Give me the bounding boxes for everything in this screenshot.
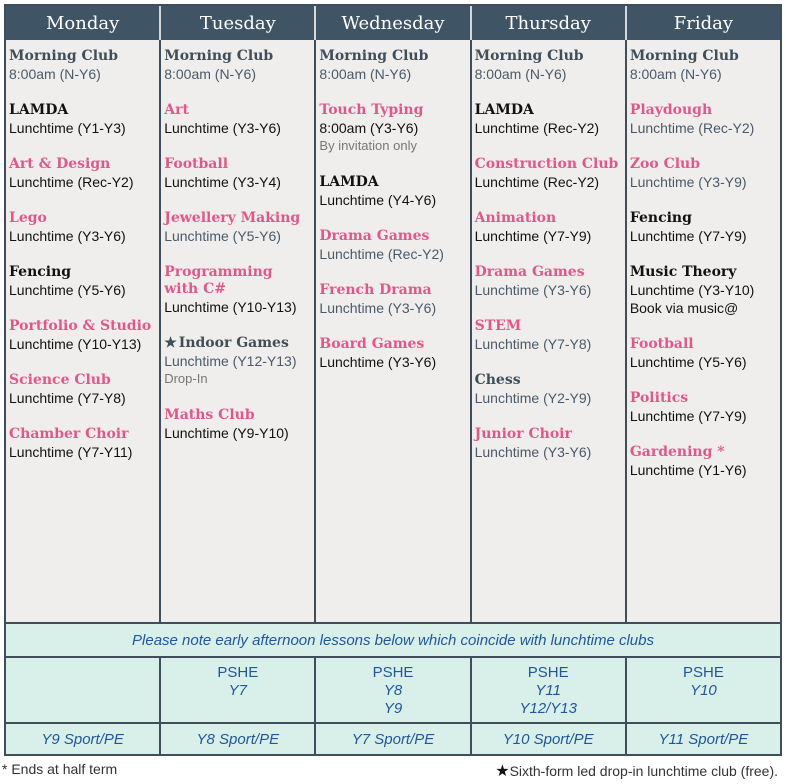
club-name-text: Morning Club bbox=[164, 48, 274, 64]
club-name-text: Maths Club bbox=[164, 407, 255, 423]
club-name bbox=[630, 390, 776, 407]
club-name-text: Playdough bbox=[629, 102, 713, 118]
club-time: 8:00am (N-Y6) bbox=[164, 66, 257, 82]
club-name bbox=[475, 372, 621, 389]
pshe-year: Y7 bbox=[228, 682, 247, 699]
club-entry bbox=[630, 444, 776, 479]
club-entry bbox=[164, 264, 310, 316]
pshe-year: Y11 bbox=[535, 682, 561, 699]
pshe-label: PSHE bbox=[682, 664, 724, 681]
club-time: Lunchtime (Y5-Y6) bbox=[9, 282, 126, 298]
club-name-text: Drama Games bbox=[319, 228, 430, 244]
day-column-friday bbox=[627, 40, 780, 622]
club-entry bbox=[475, 48, 621, 83]
club-name bbox=[630, 102, 776, 119]
club-entry bbox=[319, 102, 465, 155]
club-name bbox=[164, 102, 310, 119]
club-name bbox=[319, 336, 465, 353]
pshe-label: PSHE bbox=[372, 664, 414, 681]
day-column-tuesday bbox=[161, 40, 316, 622]
pshe-year: Y8 bbox=[383, 682, 403, 699]
club-entry bbox=[164, 335, 310, 388]
club-name bbox=[630, 156, 776, 173]
club-name bbox=[319, 228, 465, 245]
club-time: Lunchtime (Y3-Y6) bbox=[474, 444, 592, 460]
club-name-text: Music Theory bbox=[629, 264, 737, 280]
pshe-cell bbox=[627, 658, 780, 722]
pshe-year: Y12/Y13 bbox=[519, 700, 577, 717]
club-time: Lunchtime (Rec-Y2) bbox=[319, 246, 444, 262]
club-name-text: Football bbox=[164, 156, 229, 172]
day-header-thursday: Thursday bbox=[472, 6, 627, 40]
club-time: Lunchtime (Y7-Y9) bbox=[629, 228, 747, 244]
club-time: Lunchtime (Y7-Y8) bbox=[474, 336, 592, 352]
club-name-text: LAMDA bbox=[9, 102, 69, 118]
club-name bbox=[9, 318, 155, 335]
pshe-cell bbox=[316, 658, 471, 722]
club-name-text: Art bbox=[164, 102, 189, 118]
star-icon: ★ bbox=[495, 763, 510, 780]
club-note: Drop-In bbox=[164, 371, 208, 386]
club-time: Lunchtime (Y1-Y3) bbox=[9, 120, 126, 136]
club-entry bbox=[164, 210, 310, 245]
club-name bbox=[475, 156, 621, 173]
club-name-text: Programming with C# bbox=[164, 264, 273, 297]
club-name bbox=[475, 318, 621, 335]
club-name bbox=[9, 426, 155, 443]
club-entry bbox=[319, 174, 465, 209]
club-entry bbox=[630, 210, 776, 245]
club-name bbox=[630, 210, 776, 227]
club-time: Lunchtime (Y3-Y9) bbox=[629, 174, 747, 190]
club-name bbox=[319, 48, 465, 65]
club-time: 8:00am (N-Y6) bbox=[474, 66, 567, 82]
club-entry bbox=[164, 48, 310, 83]
club-entry bbox=[319, 336, 465, 371]
sport-cell: Y7 Sport/PE bbox=[316, 724, 471, 754]
club-name bbox=[9, 48, 155, 65]
clubs-grid bbox=[6, 40, 780, 622]
club-name bbox=[475, 264, 621, 281]
club-name bbox=[475, 426, 621, 443]
club-note: By invitation only bbox=[319, 138, 417, 153]
club-name-text: LAMDA bbox=[319, 174, 379, 190]
club-name-text: Fencing bbox=[629, 210, 692, 226]
club-name-text: Touch Typing bbox=[319, 102, 424, 118]
club-time: Lunchtime (Y5-Y6) bbox=[629, 354, 747, 370]
club-name-text: Drama Games bbox=[474, 264, 585, 280]
club-entry bbox=[630, 156, 776, 191]
club-name bbox=[475, 48, 621, 65]
club-name bbox=[164, 156, 310, 173]
club-entry bbox=[475, 372, 621, 407]
club-entry bbox=[475, 318, 621, 353]
club-time: 8:00am (N-Y6) bbox=[629, 66, 722, 82]
club-name bbox=[475, 210, 621, 227]
club-name-text: Politics bbox=[629, 390, 689, 406]
club-name-text: Football bbox=[629, 336, 694, 352]
club-name-text: Lego bbox=[9, 210, 47, 226]
club-name bbox=[9, 102, 155, 119]
club-name bbox=[9, 372, 155, 389]
pshe-cell bbox=[161, 658, 316, 722]
club-name-text: Morning Club bbox=[319, 48, 429, 64]
club-time: Lunchtime (Rec-Y2) bbox=[474, 120, 600, 136]
club-name-text: Chess bbox=[474, 372, 521, 388]
club-time: Lunchtime (Y4-Y6) bbox=[319, 192, 437, 208]
club-name-text: Board Games bbox=[319, 336, 425, 352]
club-entry bbox=[630, 390, 776, 425]
pshe-label: PSHE bbox=[217, 664, 259, 681]
pshe-label: PSHE bbox=[527, 664, 569, 681]
day-header-wednesday: Wednesday bbox=[316, 6, 471, 40]
club-entry bbox=[9, 210, 155, 245]
sixth-form-footnote bbox=[495, 761, 778, 781]
day-header-monday: Monday bbox=[6, 6, 161, 40]
sixth-form-footnote-text: Sixth-form led drop-in lunchtime club (free). bbox=[509, 763, 778, 779]
club-time: Lunchtime (Y3-Y6) bbox=[9, 228, 126, 244]
club-time: Lunchtime (Y3-Y6) bbox=[474, 282, 592, 298]
club-name-text: Animation bbox=[474, 210, 557, 226]
club-name-text: Morning Club bbox=[9, 48, 118, 64]
club-entry bbox=[164, 156, 310, 191]
day-column-monday bbox=[6, 40, 161, 622]
club-entry bbox=[475, 156, 621, 191]
club-entry bbox=[630, 102, 776, 137]
club-name bbox=[164, 210, 310, 227]
club-time: Lunchtime (Y9-Y10) bbox=[164, 425, 289, 441]
club-name bbox=[630, 444, 776, 461]
club-entry bbox=[630, 264, 776, 317]
club-entry bbox=[475, 210, 621, 245]
club-entry bbox=[9, 48, 155, 83]
club-name-text: Morning Club bbox=[629, 48, 739, 64]
club-time: Lunchtime (Y3-Y10) bbox=[629, 282, 755, 298]
club-timetable bbox=[4, 4, 782, 756]
sport-cell: Y8 Sport/PE bbox=[161, 724, 316, 754]
club-entry bbox=[164, 102, 310, 137]
club-name-text: Science Club bbox=[9, 372, 111, 388]
club-entry bbox=[9, 372, 155, 407]
club-time: Lunchtime (Rec-Y2) bbox=[474, 174, 600, 190]
club-entry bbox=[319, 228, 465, 263]
club-time: 8:00am (N-Y6) bbox=[319, 66, 412, 82]
club-note: Book via music@ bbox=[629, 300, 739, 316]
club-name bbox=[630, 336, 776, 353]
club-time: Lunchtime (Y5-Y6) bbox=[164, 228, 281, 244]
club-name bbox=[9, 156, 155, 173]
afternoon-lessons-notice: Please note early afternoon lessons below which coincide with lunchtime clubs bbox=[6, 622, 780, 656]
day-header-friday: Friday bbox=[673, 12, 734, 34]
club-entry bbox=[630, 48, 776, 83]
club-entry bbox=[9, 264, 155, 299]
club-name-text: Construction Club bbox=[474, 156, 619, 172]
pshe-row bbox=[6, 656, 780, 722]
club-name bbox=[475, 102, 621, 119]
pshe-cell bbox=[472, 658, 627, 722]
pshe-year: Y10 bbox=[690, 682, 717, 699]
club-name bbox=[9, 210, 155, 227]
club-time: Lunchtime (Y1-Y6) bbox=[629, 462, 747, 478]
club-time: 8:00am (Y3-Y6) bbox=[319, 120, 419, 136]
club-time: Lunchtime (Rec-Y2) bbox=[629, 120, 755, 136]
club-time: Lunchtime (Y3-Y6) bbox=[319, 300, 437, 316]
club-name bbox=[630, 264, 776, 281]
club-name bbox=[164, 264, 310, 298]
sport-cell: Y9 Sport/PE bbox=[6, 724, 161, 754]
club-name-text: Morning Club bbox=[474, 48, 584, 64]
club-name-text: Junior Choir bbox=[474, 426, 572, 442]
club-time: Lunchtime (Y7-Y9) bbox=[629, 408, 747, 424]
club-time: Lunchtime (Y7-Y8) bbox=[9, 390, 126, 406]
club-entry bbox=[630, 336, 776, 371]
club-name-text: Indoor Games bbox=[178, 335, 289, 351]
club-name-text: Portfolio & Studio bbox=[9, 318, 152, 334]
club-entry bbox=[9, 102, 155, 137]
club-time: Lunchtime (Y10-Y13) bbox=[9, 336, 142, 352]
star-icon: ★ bbox=[164, 335, 177, 351]
club-entry bbox=[475, 426, 621, 461]
club-name-text: Zoo Club bbox=[629, 156, 701, 172]
day-header-tuesday: Tuesday bbox=[161, 6, 316, 40]
club-time: Lunchtime (Y12-Y13) bbox=[164, 353, 297, 369]
pshe-cell bbox=[6, 658, 161, 722]
half-term-footnote: * Ends at half term bbox=[2, 761, 118, 777]
club-name bbox=[630, 48, 776, 65]
club-entry bbox=[475, 102, 621, 137]
sport-row bbox=[6, 722, 780, 754]
sport-cell: Y11 Sport/PE bbox=[658, 730, 749, 748]
club-name bbox=[319, 102, 465, 119]
club-time: Lunchtime (Y7-Y9) bbox=[474, 228, 592, 244]
club-name-text: LAMDA bbox=[474, 102, 534, 118]
club-time: 8:00am (N-Y6) bbox=[9, 66, 101, 82]
club-time: Lunchtime (Y3-Y6) bbox=[164, 120, 281, 136]
sport-cell: Y10 Sport/PE bbox=[472, 724, 627, 754]
pshe-year: Y9 bbox=[383, 700, 403, 717]
day-header-row bbox=[6, 6, 780, 40]
club-name bbox=[319, 282, 465, 299]
club-entry bbox=[319, 282, 465, 317]
club-name-text: Fencing bbox=[9, 264, 72, 280]
club-name-text: STEM bbox=[474, 318, 522, 334]
club-name bbox=[164, 48, 310, 65]
club-name bbox=[9, 264, 155, 281]
club-name bbox=[319, 174, 465, 191]
club-entry bbox=[475, 264, 621, 299]
club-entry bbox=[9, 426, 155, 461]
club-time: Lunchtime (Y3-Y4) bbox=[164, 174, 281, 190]
club-entry bbox=[164, 407, 310, 442]
club-name bbox=[164, 335, 310, 352]
day-column-thursday bbox=[472, 40, 627, 622]
club-time: Lunchtime (Y3-Y6) bbox=[319, 354, 437, 370]
club-name-text: French Drama bbox=[319, 282, 432, 298]
club-name-text: Gardening * bbox=[629, 444, 725, 460]
club-name-text: Art & Design bbox=[9, 156, 111, 172]
club-name bbox=[164, 407, 310, 424]
club-entry bbox=[9, 318, 155, 353]
club-entry bbox=[9, 156, 155, 191]
club-name-text: Jewellery Making bbox=[164, 210, 301, 226]
club-name-text: Chamber Choir bbox=[9, 426, 129, 442]
club-time: Lunchtime (Rec-Y2) bbox=[9, 174, 134, 190]
club-time: Lunchtime (Y10-Y13) bbox=[164, 299, 297, 315]
club-entry bbox=[319, 48, 465, 83]
day-column-wednesday bbox=[316, 40, 471, 622]
club-time: Lunchtime (Y2-Y9) bbox=[474, 390, 592, 406]
club-time: Lunchtime (Y7-Y11) bbox=[9, 444, 133, 460]
